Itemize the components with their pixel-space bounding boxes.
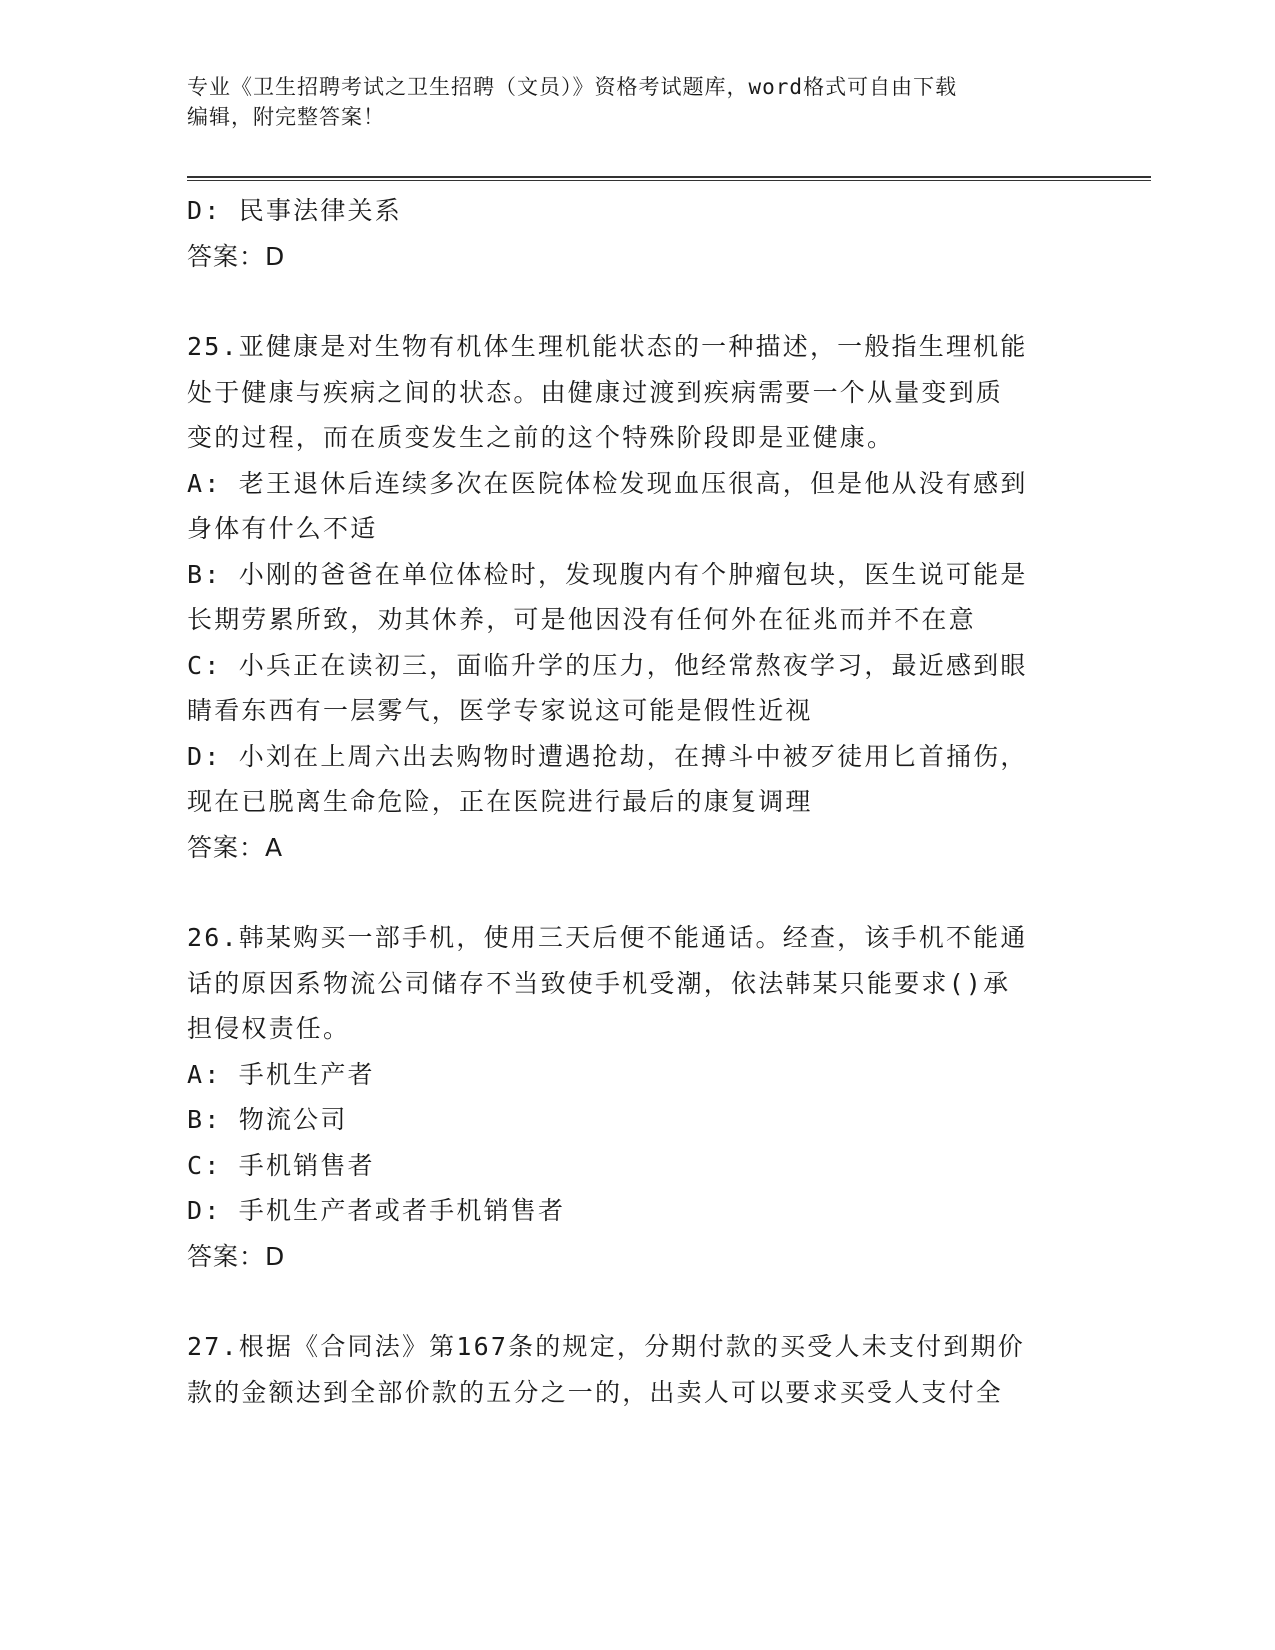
header-line-1: 专业《卫生招聘考试之卫生招聘（文员）》资格考试题库，word格式可自由下载 [187, 75, 958, 99]
q25-option-c-line-1: C: 小兵正在读初三，面临升学的压力，他经常熬夜学习，最近感到眼 [187, 650, 1028, 680]
q26-option-a: A: 手机生产者 [187, 1059, 375, 1089]
question-27 [187, 1324, 1087, 1415]
question-26 [187, 915, 1087, 1279]
spacer [187, 279, 1087, 324]
spacer [187, 1279, 1087, 1324]
q25-stem-line-3: 变的过程，而在质变发生之前的这个特殊阶段即是亚健康。 [187, 423, 895, 452]
q27-stem-line-2: 款的金额达到全部价款的五分之一的，出卖人可以要求买受人支付全 [187, 1377, 1004, 1407]
q25-stem-line-2: 处于健康与疾病之间的状态。由健康过渡到疾病需要一个从量变到质 [187, 377, 1004, 407]
spacer [187, 870, 1087, 915]
q26-answer: 答案：D [187, 1241, 286, 1271]
q25-option-b-line-2: 长期劳累所致，劝其休养，可是他因没有任何外在征兆而并不在意 [187, 605, 976, 634]
q26-option-d: D: 手机生产者或者手机销售者 [187, 1196, 566, 1225]
q25-option-b-line-1: B: 小刚的爸爸在单位体检时，发现腹内有个肿瘤包块，医生说可能是 [187, 559, 1028, 589]
q25-stem-line-1: 25.亚健康是对生物有机体生理机能状态的一种描述，一般指生理机能 [187, 332, 1028, 361]
prev-question-tail [187, 188, 1087, 279]
prev-answer: 答案：D [187, 241, 286, 271]
header-line-2: 编辑，附完整答案！ [187, 105, 385, 129]
q25-option-d-line-2: 现在已脱离生命危险，正在医院进行最后的康复调理 [187, 787, 813, 816]
prev-option-d: D: 民事法律关系 [187, 196, 402, 225]
q25-option-a-line-1: A: 老王退休后连续多次在医院体检发现血压很高，但是他从没有感到 [187, 468, 1028, 498]
q26-stem-line-1: 26.韩某购买一部手机，使用三天后便不能通话。经查，该手机不能通 [187, 923, 1028, 952]
q26-option-b: B: 物流公司 [187, 1105, 348, 1134]
question-25 [187, 324, 1087, 870]
q27-stem-line-1: 27.根据《合同法》第167条的规定，分期付款的买受人未支付到期价 [187, 1332, 1025, 1361]
q25-answer: 答案：A [187, 832, 284, 862]
q26-stem-line-2: 话的原因系物流公司储存不当致使手机受潮，依法韩某只能要求()承 [187, 968, 1011, 998]
header-divider [187, 176, 1151, 181]
q26-option-c: C: 手机销售者 [187, 1150, 375, 1180]
question-content [187, 188, 1087, 1415]
q26-stem-line-3: 担侵权责任。 [187, 1014, 351, 1043]
page-header [187, 72, 1067, 132]
q25-option-c-line-2: 睛看东西有一层雾气，医学专家说这可能是假性近视 [187, 696, 813, 725]
q25-option-a-line-2: 身体有什么不适 [187, 514, 378, 543]
q25-option-d-line-1: D: 小刘在上周六出去购物时遭遇抢劫，在搏斗中被歹徒用匕首捅伤， [187, 741, 1028, 771]
